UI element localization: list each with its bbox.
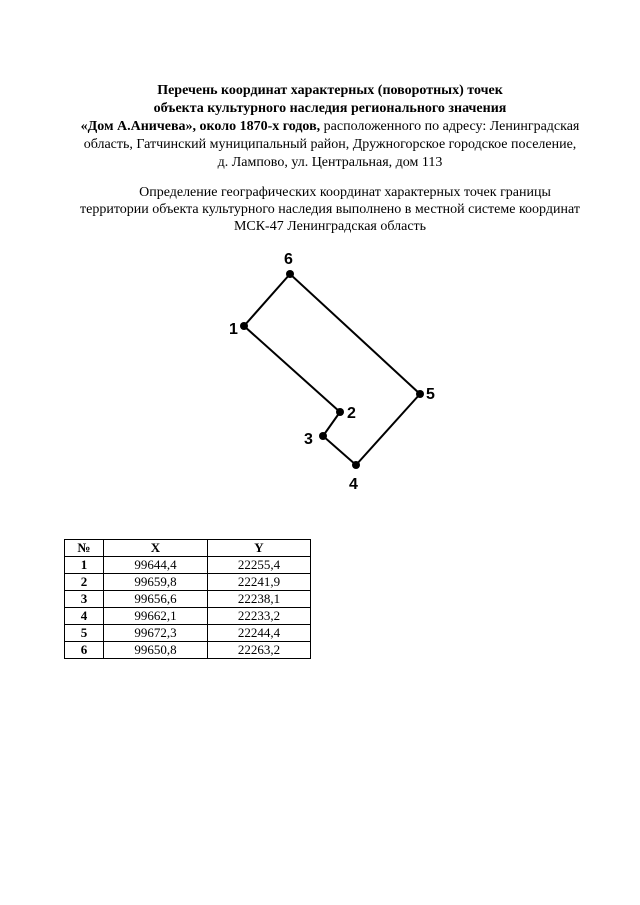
cell-x: 99650,8: [104, 642, 208, 659]
point-marker-2: [336, 408, 344, 416]
cell-y: 22255,4: [208, 557, 311, 574]
point-label-6: 6: [284, 251, 293, 268]
point-marker-5: [416, 390, 424, 398]
title-line-5: д. Лампово, ул. Центральная, дом 113: [217, 155, 443, 170]
cell-x: 99656,6: [104, 591, 208, 608]
point-label-2: 2: [347, 405, 356, 422]
cell-y: 22233,2: [208, 608, 311, 625]
title-line-2: объекта культурного наследия регионального значения: [153, 101, 507, 116]
cell-y: 22263,2: [208, 642, 311, 659]
title-line-1: Перечень координат характерных (поворотных) точек: [157, 83, 503, 98]
cell-number: 5: [65, 625, 104, 642]
table-row: [65, 642, 311, 659]
cell-x: 99644,4: [104, 557, 208, 574]
point-marker-6: [286, 270, 294, 278]
cell-y: 22241,9: [208, 574, 311, 591]
header-x: X: [104, 540, 208, 557]
table-row: [65, 557, 311, 574]
point-label-3: 3: [304, 431, 313, 448]
point-marker-1: [240, 322, 248, 330]
point-label-5: 5: [426, 386, 435, 403]
table-row: [65, 608, 311, 625]
table-header-row: [65, 540, 311, 557]
cell-number: 3: [65, 591, 104, 608]
table-row: [65, 625, 311, 642]
point-marker-4: [352, 461, 360, 469]
point-label-1: 1: [229, 321, 238, 338]
cell-x: 99672,3: [104, 625, 208, 642]
title-line-3-rest: расположенного по адресу: Ленинградская: [320, 119, 580, 134]
cell-y: 22244,4: [208, 625, 311, 642]
point-marker-3: [319, 432, 327, 440]
cell-x: 99659,8: [104, 574, 208, 591]
cell-number: 2: [65, 574, 104, 591]
table-row: [65, 591, 311, 608]
cell-number: 4: [65, 608, 104, 625]
title-line-4: область, Гатчинский муниципальный район, Дружногорское городское поселение,: [83, 137, 577, 152]
title-line-3-bold: «Дом А.Аничева», около 1870-х годов,: [80, 119, 321, 134]
header-number: №: [65, 540, 104, 557]
description-line-3: МСК-47 Ленинградская область: [233, 219, 427, 234]
boundary-polygon: [244, 274, 420, 465]
header-y: Y: [208, 540, 311, 557]
cell-number: 6: [65, 642, 104, 659]
description-line-2: территории объекта культурного наследия выполнено в местной системе координат: [80, 202, 580, 217]
table-row: [65, 574, 311, 591]
cell-number: 1: [65, 557, 104, 574]
description-line-1: Определение географических координат характерных точек границы: [139, 185, 551, 200]
coordinates-table: [64, 539, 311, 659]
point-label-4: 4: [349, 476, 358, 493]
cell-x: 99662,1: [104, 608, 208, 625]
cell-y: 22238,1: [208, 591, 311, 608]
